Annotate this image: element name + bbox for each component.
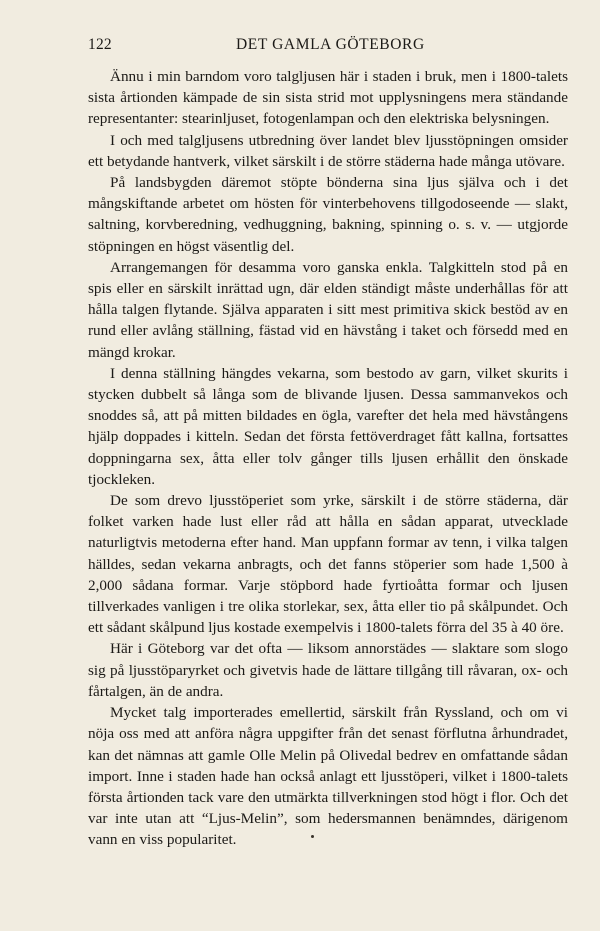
paragraph: På landsbygden däremot stöpte bönderna sina ljus själva och i det mångskiftande arbetet om hösten för vinterbehovens tillgodoseende — slakt, saltning, korvberedning, vedhuggning, bakning, spinning o. s. v. — utgjorde stöpningen en högst väsentlig del. bbox=[88, 174, 568, 255]
paragraph: Här i Göteborg var det ofta — liksom annorstädes — slaktare som slogo sig på ljusstöparyrket och givetvis hade de lättare tillgång till råvaran, ox- och fårtalgen, än de andra. bbox=[88, 640, 568, 700]
paragraph: Arrangemangen för desamma voro ganska enkla. Talgkitteln stod på en spis eller en särskilt inrättad ugn, där elden ständigt måste underhållas för att hålla talgen flytande. Själva apparaten i sitt mest primitiva skick bestöd av en rund eller avlång ställning, fästad vid en hävstång i taket och försedd med en mängd krokar. bbox=[88, 258, 568, 361]
page-number: 122 bbox=[88, 36, 112, 53]
ink-speck bbox=[311, 835, 314, 838]
paragraph: Ännu i min barndom voro talgljusen här i staden i bruk, men i 1800-talets sista årtionden kämpade de sin sista strid mot upplysningens mera ständande representanter: stearinljuset, fotogenlampan och den elektriska belysningen. bbox=[88, 68, 568, 128]
paragraph: Mycket talg importerades emellertid, särskilt från Ryssland, och om vi nöja oss med att anföra några uppgifter från det senast förflutna århundradet, kan det nämnas att gamle Olle Melin på Olivedal bedrev en omfattande sådan import. Inne i staden hade han också anlagt ett ljusstöperi, vilket i 1800-talets första årtionden tack vare den utmärkta tillverkningen stod högt i flor. Och det var inte utan att “Ljus-Melin”, som hedersmannen benämndes, därigenom vann en viss popularitet. bbox=[88, 704, 568, 849]
paragraph: I och med talgljusens utbredning över landet blev ljusstöpningen omsider ett betydande hantverk, vilket särskilt i de större städerna hade många utövare. bbox=[88, 131, 568, 170]
paragraph: I denna ställning hängdes vekarna, som bestodo av garn, vilket skurits i stycken dubbelt så långa som de blivande ljusen. Dessa sammanvekos och snoddes så, att på mitten bildades en ögla, varefter det hela med hävstångens hjälp doppades i kitteln. Sedan det första fettöverdraget fått kallna, fortsattes doppningarna sex, åtta eller tolv gånger tills ljusen erhållit den önskade tjockleken. bbox=[88, 364, 568, 488]
page-header bbox=[88, 36, 568, 58]
paragraph: De som drevo ljusstöperiet som yrke, särskilt i de större städerna, där folket varken hade lust eller råd att hålla en sådan apparat, utvecklade naturligtvis metoderna efter hand. Man uppfann formar av tenn, i vilka talgen hälldes, sedan vekarna anbragts, och det fanns stöperier som hade 1,500 à 2,000 sådana formar. Varje stöpbord hade fyrtioåtta formar och ljusen tillverkades vanligen i tre olika storlekar, sex, åtta eller tio på skålpundet. Och ett sådant skålpund ljus kostade exempelvis i 1800-talets förra del 35 à 40 öre. bbox=[88, 492, 568, 637]
body-text bbox=[88, 66, 568, 851]
running-title: DET GAMLA GÖTEBORG bbox=[236, 36, 425, 53]
